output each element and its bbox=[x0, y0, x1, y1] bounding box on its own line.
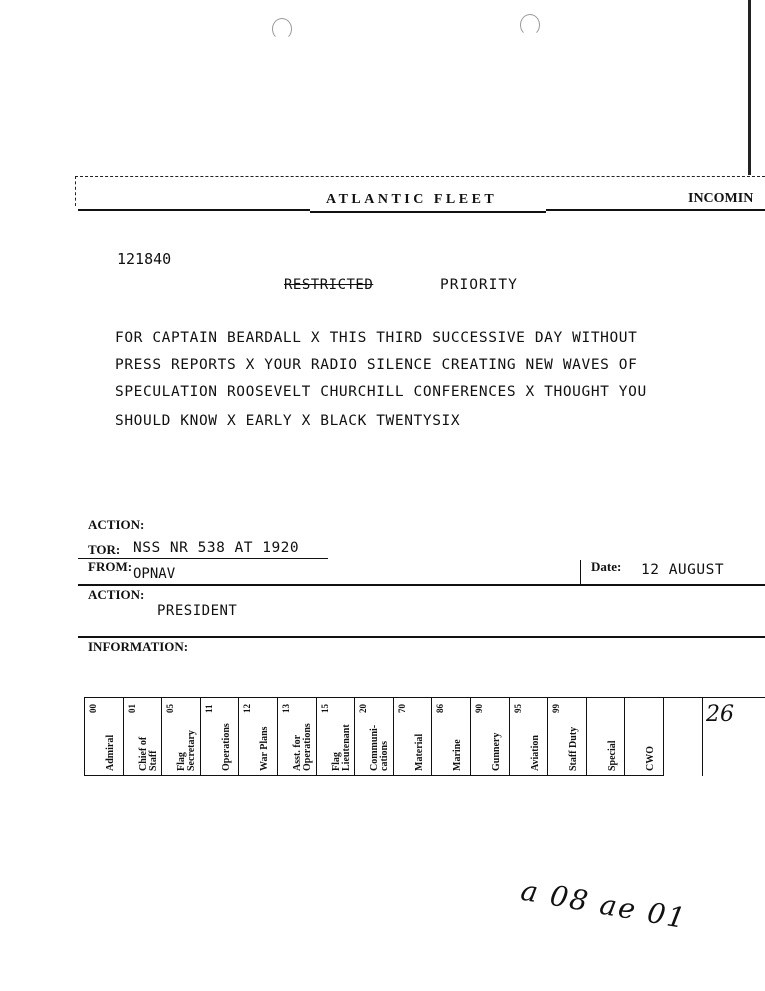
routing-label: Marine bbox=[452, 739, 464, 771]
routing-cell-divider bbox=[624, 697, 625, 776]
routing-label: Flag Secretary bbox=[176, 730, 198, 771]
routing-cell-divider bbox=[702, 697, 703, 776]
routing-code: 95 bbox=[512, 704, 523, 713]
routing-code: 00 bbox=[88, 704, 98, 713]
routing-code: 90 bbox=[474, 704, 484, 713]
routing-cell-divider bbox=[586, 697, 587, 776]
punch-hole-right bbox=[520, 14, 540, 36]
right-edge-bar bbox=[748, 0, 751, 175]
routing-label: Aviation bbox=[529, 735, 541, 771]
routing-label: Staff Duty bbox=[568, 726, 580, 771]
routing-label: Flag Lieutenant bbox=[330, 724, 352, 771]
date-divider bbox=[580, 560, 581, 584]
routing-cell-divider bbox=[547, 697, 548, 776]
routing-cell-divider bbox=[277, 697, 278, 776]
routing-code: 12 bbox=[242, 704, 253, 713]
routing-label: Communi- cations bbox=[369, 724, 391, 771]
routing-code: 01 bbox=[126, 704, 137, 713]
routing-cell-divider bbox=[161, 697, 162, 776]
information-label: INFORMATION: bbox=[88, 639, 189, 654]
routing-code: 13 bbox=[281, 704, 291, 713]
routing-code: 05 bbox=[165, 704, 176, 713]
routing-label: War Plans bbox=[259, 726, 271, 771]
routing-cell-divider bbox=[663, 697, 664, 776]
header-dashed-line bbox=[75, 176, 765, 177]
body-line-1: FOR CAPTAIN BEARDALL X THIS THIRD SUCCESSIVE DAY WITHOUT bbox=[115, 330, 638, 346]
incoming-label: INCOMIN bbox=[688, 191, 754, 206]
routing-cell-divider bbox=[84, 697, 85, 776]
routing-cell-divider bbox=[393, 697, 394, 776]
routing-label: Material bbox=[413, 733, 425, 771]
routing-code: 20 bbox=[358, 704, 369, 713]
action-value: PRESIDENT bbox=[157, 603, 238, 619]
routing-label: Chief of Staff bbox=[137, 736, 159, 771]
body-line-2: PRESS REPORTS X YOUR RADIO SILENCE CREATING NEW WAVES OF bbox=[115, 357, 638, 373]
routing-label: Asst. for Operations bbox=[292, 723, 313, 771]
routing-label: Admiral bbox=[105, 734, 116, 771]
handwritten-count: 26 bbox=[706, 702, 734, 727]
precedence: PRIORITY bbox=[440, 277, 518, 293]
fleet-title: ATLANTIC FLEET bbox=[326, 192, 498, 207]
routing-cell-divider bbox=[354, 697, 355, 776]
routing-label: CWO bbox=[645, 746, 657, 771]
header-band-left-tick bbox=[75, 176, 77, 206]
routing-cell-divider bbox=[200, 697, 201, 776]
routing-cell-divider bbox=[123, 697, 124, 776]
handwritten-file-number: a 08 ae 01 bbox=[518, 873, 690, 936]
routing-grid-bottom-rule bbox=[84, 775, 664, 776]
routing-code: 11 bbox=[203, 704, 214, 713]
from-label: FROM: bbox=[88, 559, 133, 574]
from-rule bbox=[78, 584, 765, 586]
routing-code: 70 bbox=[396, 704, 407, 713]
tor-label: TOR: bbox=[88, 542, 121, 557]
routing-code: 86 bbox=[435, 704, 446, 713]
routing-cell-divider bbox=[431, 697, 432, 776]
routing-label: Special bbox=[606, 740, 618, 771]
routing-cell-divider bbox=[238, 697, 239, 776]
body-line-3: SPECULATION ROOSEVELT CHURCHILL CONFERENCES X THOUGHT YOU bbox=[115, 384, 647, 400]
body-line-4: SHOULD KNOW X EARLY X BLACK TWENTYSIX bbox=[115, 413, 461, 429]
action-label: ACTION: bbox=[88, 587, 145, 602]
action-rule bbox=[78, 636, 765, 638]
routing-code: 15 bbox=[319, 704, 330, 713]
date-time-group: 121840 bbox=[117, 250, 172, 268]
routing-label: Gunnery bbox=[491, 732, 502, 771]
punch-hole-left bbox=[272, 18, 292, 40]
tor-value: NSS NR 538 AT 1920 bbox=[133, 540, 300, 556]
header-rule-left bbox=[78, 209, 310, 211]
routing-label: Operations bbox=[220, 723, 232, 771]
classification-struck: RESTRICTED bbox=[284, 277, 374, 293]
routing-cell-divider bbox=[470, 697, 471, 776]
routing-cell-divider bbox=[509, 697, 510, 776]
header-rule-right bbox=[546, 209, 765, 211]
from-value: OPNAV bbox=[133, 566, 176, 582]
date-label: Date: bbox=[591, 559, 622, 574]
date-value: 12 AUGUST bbox=[641, 562, 725, 578]
routing-code: 99 bbox=[551, 704, 562, 713]
routing-cell-divider bbox=[316, 697, 317, 776]
action-label-top: ACTION: bbox=[88, 517, 145, 532]
header-rule-mid bbox=[310, 211, 546, 213]
